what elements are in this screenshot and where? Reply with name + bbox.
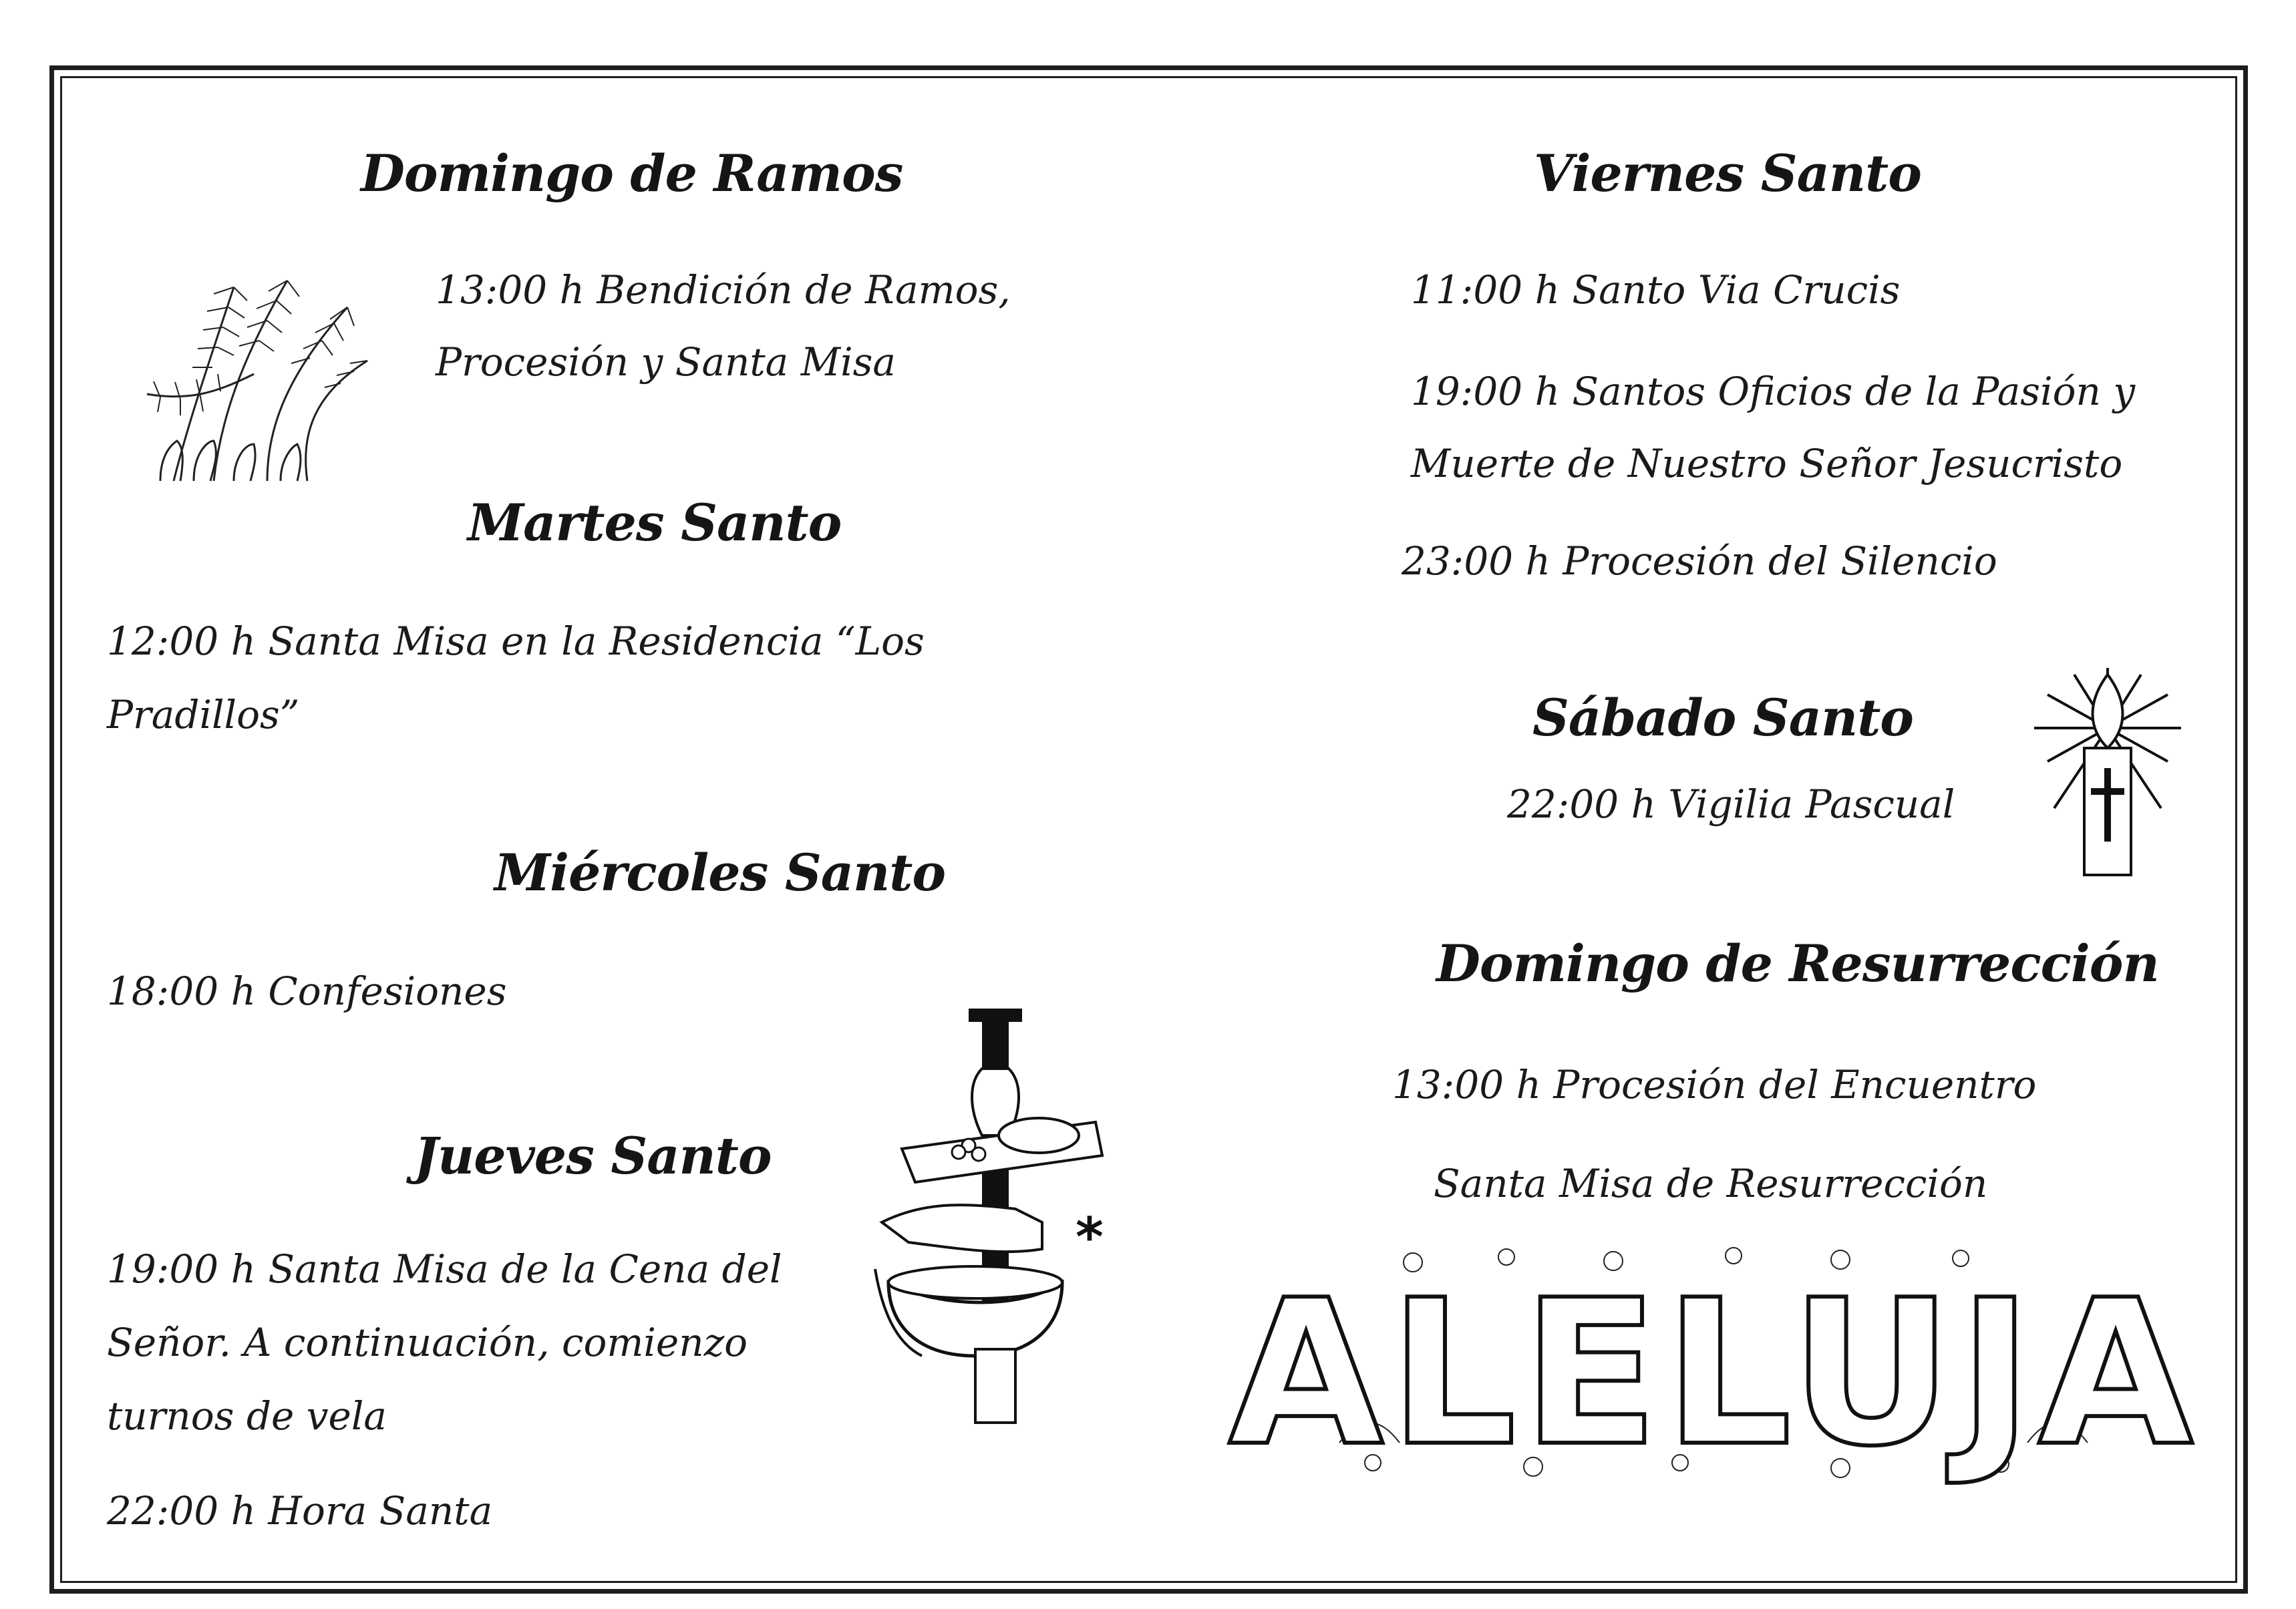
easter-sunday-line-2: Santa Misa de Resurrección	[1434, 1161, 1988, 1206]
holy-wednesday-line-1: 18:00 h Confesiones	[107, 968, 507, 1014]
heading-holy-thursday: Jueves Santo	[414, 1126, 772, 1186]
holy-thursday-line-4: 22:00 h Hora Santa	[107, 1488, 493, 1534]
heading-holy-wednesday: Miércoles Santo	[494, 843, 946, 902]
easter-sunday-line-1: 13:00 h Procesión del Encuentro	[1392, 1062, 2037, 1107]
palm-sunday-line-1: 13:00 h Bendición de Ramos,	[436, 267, 1011, 313]
palm-sunday-line-2: Procesión y Santa Misa	[436, 339, 896, 385]
paschal-candle-icon	[2027, 661, 2188, 882]
holy-thursday-line-3: turnos de vela	[107, 1393, 387, 1439]
aleluja-text: ALELUJA	[1228, 1257, 2199, 1490]
heading-palm-sunday: Domingo de Ramos	[361, 144, 903, 203]
good-friday-line-3: Muerte de Nuestro Señor Jesucristo	[1411, 441, 2123, 486]
heading-holy-tuesday: Martes Santo	[468, 493, 842, 552]
last-supper-washing-icon	[875, 1002, 1116, 1436]
holy-thursday-line-1: 19:00 h Santa Misa de la Cena del	[107, 1246, 782, 1292]
good-friday-line-2: 19:00 h Santos Oficios de la Pasión y	[1411, 369, 2136, 414]
heading-holy-saturday: Sábado Santo	[1532, 688, 1913, 747]
holy-saturday-line-1: 22:00 h Vigilia Pascual	[1507, 781, 1955, 827]
holy-tuesday-line-1: 12:00 h Santa Misa en la Residencia “Los	[107, 618, 925, 664]
good-friday-line-1: 11:00 h Santo Via Crucis	[1411, 267, 1901, 313]
asterisk-mark: *	[1076, 1206, 1104, 1268]
heading-easter-sunday: Domingo de Resurrección	[1436, 934, 2159, 993]
heading-good-friday: Viernes Santo	[1534, 144, 1921, 203]
holy-tuesday-line-2: Pradillos”	[107, 692, 300, 737]
aleluja-banner	[1228, 1242, 2199, 1490]
good-friday-line-4: 23:00 h Procesión del Silencio	[1402, 538, 1997, 584]
holy-thursday-line-2: Señor. A continuación, comienzo	[107, 1320, 748, 1365]
palm-branches-icon	[134, 260, 381, 488]
